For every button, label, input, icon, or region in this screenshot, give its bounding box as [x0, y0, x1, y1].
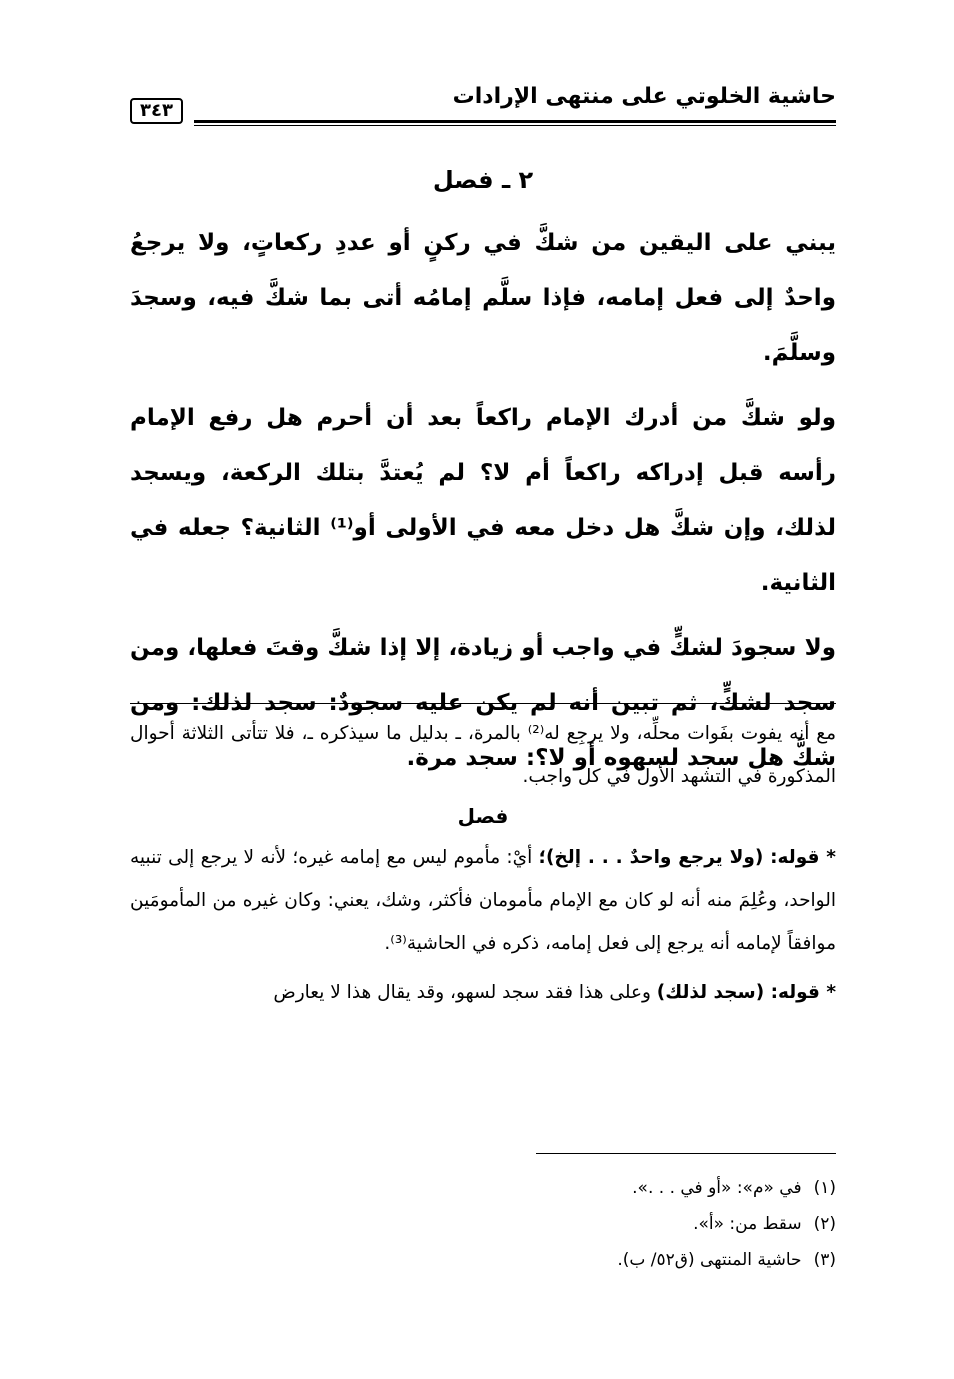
- commentary: [130, 712, 836, 1020]
- commentary-subtitle: فصل: [457, 804, 509, 828]
- main-paragraph: ولو شكَّ من أدرك الإمام راكعاً بعد أن أحرم هل رفع الإمام رأسه قبل إدراكه راكعاً أم لا؟ لم يُعتدَّ بتلك الركعة، ويسجد لذلك، وإن شكَّ هل دخل معه في الأولى أو⁽¹⁾ الثانية؟ جعله في الثانية.: [130, 405, 836, 596]
- running-title: حاشية الخلوتي على منتهى الإرادات: [452, 84, 836, 109]
- footnote: [130, 1170, 836, 1206]
- page-number: ٣٤٣: [130, 98, 183, 124]
- main-paragraph: ولا سجودَ لشكٍّ في واجب أو زيادة، إلا إذا شكَّ وقتَ فعلها، ومن سجد لشكٍّ، ثم تبين أنه لم يكن عليه سجودٌ: سجد لذلك: ومن شكَّ هل سجد لسهوه أو لا؟: سجد مرة.: [130, 635, 836, 771]
- commentary-text: وعلى هذا فقد سجد لسهو، وقد يقال هذا لا يعارض: [273, 982, 657, 1003]
- footnotes: [130, 1170, 836, 1278]
- commentary-text: أيْ: مأموم ليس مع إمامه غيره؛ لأنه لا يرجع إلى تنبيه الواحد، وعُلِمَ منه أنه لو كان مع الإمام مأمومان فأكثر، وشك، يعني: وكان غيره من المأمومَين موافقاً لإمامه أنه يرجع إلى فعل إمامه، ذكره في الحاشية⁽³⁾.: [130, 847, 836, 954]
- commentary-paragraph: [130, 971, 836, 1014]
- main-paragraph: يبني على اليقين من شكَّ في ركنٍ أو عددِ ركعاتٍ، ولا يرجعُ واحدٌ إلى فعل إمامه، فإذا سلَّم إمامُه أتى بما شكَّ فيه، وسجدَ وسلَّمَ.: [130, 230, 836, 366]
- footnote-divider: [536, 1153, 836, 1154]
- header-rule: [194, 120, 836, 126]
- commentary-paragraph: مع أنه يفوت بفَوات محلِّه، ولا يرجِع له⁽²⁾ بالمرة، ـ بدليل ما سيذكره ـ، فلا تتأتى الثلاثة أحوال المذكورة في التشهد الأول في كل واجب.: [130, 723, 836, 787]
- commentary-quote: * قوله: (سجد لذلك): [656, 982, 836, 1003]
- commentary-divider: [130, 703, 836, 704]
- main-text: [130, 166, 836, 796]
- footnote-text: سقط من: «أ».: [693, 1214, 802, 1234]
- section-title: ٢ ـ فصل: [432, 166, 534, 194]
- footnote-text: في «م»: «أو في . . .».: [632, 1178, 802, 1198]
- footnote-text: حاشية المنتهى (ق٥٢/ ب).: [617, 1250, 802, 1270]
- footnote: [130, 1242, 836, 1278]
- footnote-number: (١): [813, 1178, 836, 1198]
- commentary-paragraph: [130, 836, 836, 965]
- footnote-number: (٢): [813, 1214, 836, 1234]
- commentary-quote: * قوله: (ولا يرجع واحدٌ . . . إلخ)؛: [538, 847, 836, 868]
- footnote: [130, 1206, 836, 1242]
- footnote-number: (٣): [813, 1250, 836, 1270]
- page-header: [130, 84, 836, 124]
